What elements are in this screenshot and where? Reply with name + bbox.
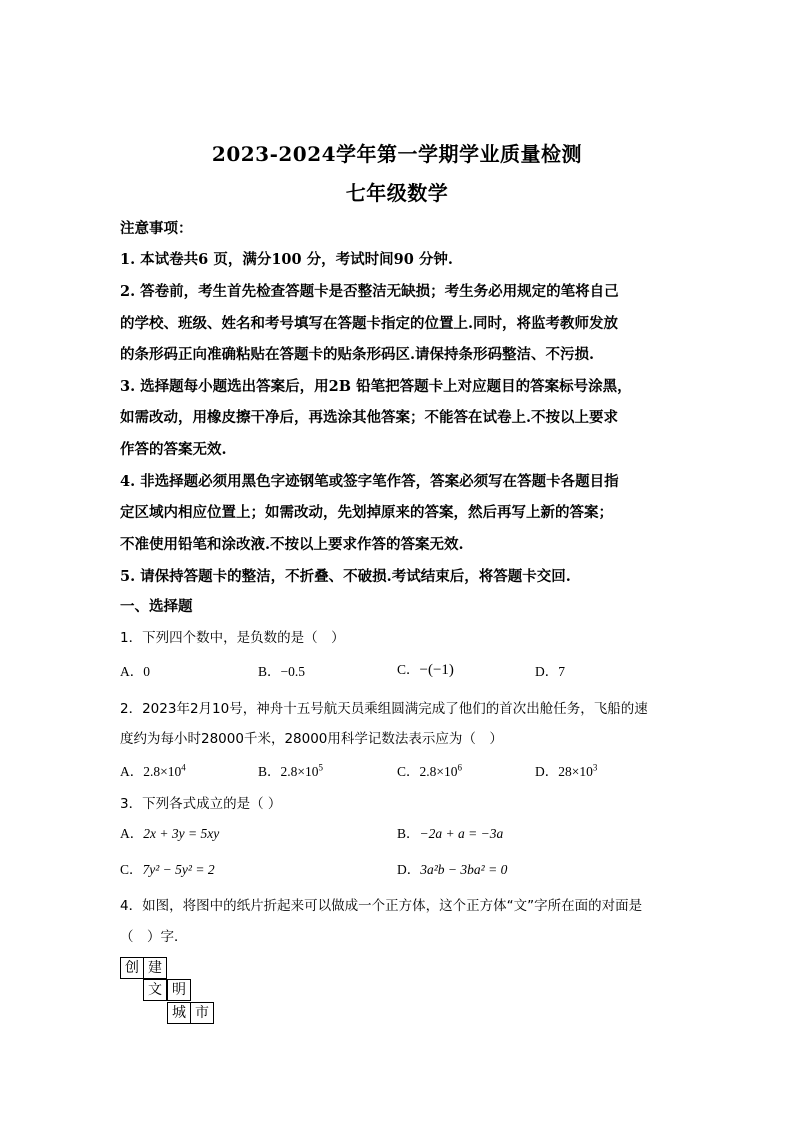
question-4-stem-line2: （ ）字． — [120, 929, 188, 945]
note-line: 3. 选择题每小题选出答案后，用2B 铅笔把答题卡上对应题目的答案标号涂黑， — [120, 378, 632, 395]
net-cell: 文 — [143, 979, 167, 1001]
q1-option-a: A．0 — [120, 664, 150, 679]
note-line: 如需改动，用橡皮擦干净后，再选涂其他答案；不能答在试卷上.不按以上要求 — [120, 409, 619, 426]
net-cell: 市 — [190, 1002, 214, 1024]
note-line: 不准使用铅笔和涂改液.不按以上要求作答的答案无效. — [120, 536, 464, 553]
note-line: 的条形码正向准确粘贴在答题卡的贴条形码区.请保持条形码整洁、不污损. — [120, 346, 595, 363]
note-line: 的学校、班级、姓名和考号填写在答题卡指定的位置上.同时，将监考教师发放 — [120, 315, 619, 332]
notes-heading: 注意事项： — [120, 220, 193, 237]
question-2-stem-line1: 2．2023年2月10号，神舟十五号航天员乘组圆满完成了他们的首次出舱任务，飞船的速 — [120, 701, 648, 717]
net-cell: 明 — [167, 979, 191, 1001]
note-line: 1. 本试卷共6 页，满分100 分，考试时间90 分钟. — [120, 251, 453, 268]
section-title: 一、选择题 — [120, 598, 193, 615]
note-line: 2. 答卷前，考生首先检查答题卡是否整洁无缺损；考生务必用规定的笔将自己 — [120, 283, 619, 300]
q3-option-a: A．2x + 3y = 5xy — [120, 826, 220, 841]
q2-option-d: D．$28\times 10^3$ — [535, 762, 598, 779]
question-1-stem: 1．下列四个数中，是负数的是（ ） — [120, 630, 345, 646]
note-line: 4. 非选择题必须用黑色字迹钢笔或签字笔作答，答案必须写在答题卡各题目指 — [120, 473, 619, 490]
question-2-stem-line2: 度约为每小时28000千米，28000用科学记数法表示应为（ ） — [120, 731, 503, 747]
q3-option-c: C．7y² − 5y² = 2 — [120, 862, 215, 877]
q2-option-a: A．$2.8\times 10^4$ — [120, 762, 186, 779]
note-line: 5. 请保持答题卡的整洁，不折叠、不破损.考试结束后，将答题卡交回. — [120, 568, 571, 585]
net-cell: 创 — [120, 957, 144, 979]
note-line: 定区域内相应位置上；如需改动，先划掉原来的答案，然后再写上新的答案； — [120, 504, 613, 521]
q1-option-d: D．7 — [535, 664, 565, 679]
q2-option-c: C．$2.8\times 10^6$ — [397, 762, 463, 779]
q2-option-b: B．$2.8\times 10^5$ — [258, 762, 324, 779]
question-4-stem-line1: 4．如图，将图中的纸片折起来可以做成一个正方体，这个正方体“文”字所在面的对面是 — [120, 898, 643, 914]
net-cell: 城 — [167, 1002, 191, 1024]
net-cell: 建 — [143, 957, 167, 979]
q1-option-b: B．−0.5 — [258, 664, 306, 679]
note-line: 作答的答案无效. — [120, 441, 227, 458]
q3-option-d: D．3a²b − 3ba² = 0 — [397, 862, 508, 877]
question-3-stem: 3．下列各式成立的是（ ） — [120, 796, 282, 812]
exam-title: 2023-2024学年第一学期学业质量检测 — [211, 142, 583, 166]
q1-option-c: C．−(−1) — [397, 662, 454, 678]
q3-option-b: B．−2a + a = −3a — [397, 826, 504, 841]
exam-subtitle: 七年级数学 — [345, 181, 449, 205]
